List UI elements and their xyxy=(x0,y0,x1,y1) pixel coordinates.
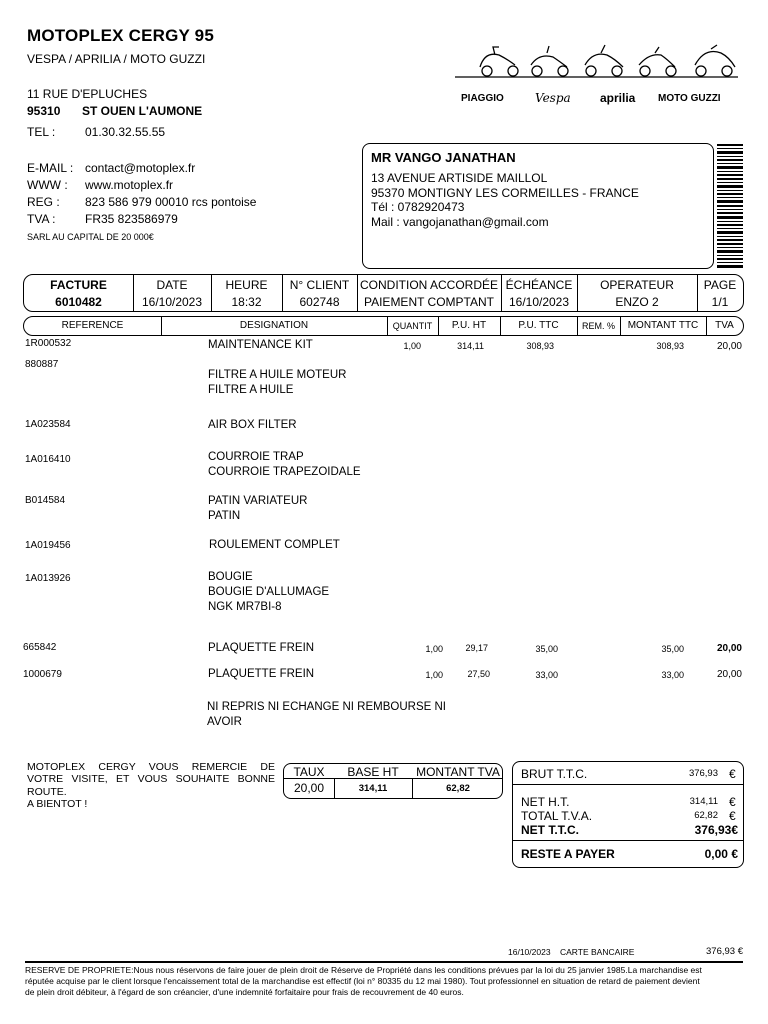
tva-base-label: BASE HT xyxy=(347,765,399,779)
reg-label: REG : xyxy=(27,195,60,209)
line-desc: FILTRE A HUILE MOTEUR xyxy=(208,369,347,381)
www-label: WWW : xyxy=(27,178,68,192)
col-tva: TVA xyxy=(715,320,734,331)
echeance-value: 16/10/2023 xyxy=(508,295,570,309)
line-qty: 1,00 xyxy=(403,341,421,351)
col-remise: REM. % xyxy=(581,321,615,331)
line-desc: BOUGIE D'ALLUMAGE xyxy=(208,586,330,598)
line-desc: AIR BOX FILTER xyxy=(208,419,297,431)
operateur-value: ENZO 2 xyxy=(615,295,659,309)
barcode xyxy=(717,144,743,270)
client-mail: Mail : vangojanathan@gmail.com xyxy=(371,215,549,229)
scooters-illustration-icon xyxy=(455,43,738,83)
col-pu-ttc: P.U. TTC xyxy=(518,320,559,331)
company-email: contact@motoplex.fr xyxy=(85,161,196,175)
echeance-label: ÉCHÉANCE xyxy=(505,278,573,292)
tva-montant: 62,82 xyxy=(446,783,470,794)
total-tva: 62,82 xyxy=(694,810,718,821)
page-label: PAGE xyxy=(703,278,737,292)
line-desc: FILTRE A HUILE xyxy=(208,384,294,396)
thanks-line: A BIENTOT ! xyxy=(27,798,88,810)
tva-summary-box xyxy=(283,763,503,799)
euro-sign: € xyxy=(729,795,736,809)
company-tel: 01.30.32.55.55 xyxy=(85,125,166,139)
col-designation: DESIGNATION xyxy=(239,320,309,331)
invoice-time: 18:32 xyxy=(231,295,262,309)
company-www: www.motoplex.fr xyxy=(85,178,174,192)
line-ref: 1R000532 xyxy=(25,338,72,349)
condition-value: PAIEMENT COMPTANT xyxy=(363,295,494,309)
line-desc: PATIN xyxy=(208,510,241,522)
thanks-line: ROUTE. xyxy=(27,786,67,798)
net-ttc-label: NET T.T.C. xyxy=(521,823,580,837)
line-desc: MAINTENANCE KIT xyxy=(208,339,313,351)
client-tel: Tél : 0782920473 xyxy=(371,200,465,214)
company-tva: FR35 823586979 xyxy=(85,212,178,226)
heure-label: HEURE xyxy=(225,278,268,292)
line-ref: 1A013926 xyxy=(25,573,71,584)
line-desc: PATIN VARIATEUR xyxy=(208,495,308,507)
line-ref: 1000679 xyxy=(23,669,62,680)
line-pu-ttc: 35,00 xyxy=(535,644,558,654)
invoice-header xyxy=(23,274,744,312)
company-brands: VESPA / APRILIA / MOTO GUZZI xyxy=(27,52,206,66)
client-address: 13 AVENUE ARTISIDE MAILLOL xyxy=(371,171,548,185)
line-pu-ht: 29,17 xyxy=(465,643,488,653)
line-tva: 20,00 xyxy=(716,341,742,352)
tel-label: TEL : xyxy=(27,125,56,139)
company-capital: SARL AU CAPITAL DE 20 000€ xyxy=(27,232,154,242)
line-items-header xyxy=(23,316,744,336)
invoice-date: 16/10/2023 xyxy=(141,295,203,309)
line-desc: BOUGIE xyxy=(208,571,253,583)
line-pu-ht: 27,50 xyxy=(467,669,490,679)
brut-ttc: 376,93 xyxy=(688,768,718,779)
date-label: DATE xyxy=(156,278,188,292)
line-ref: 1A016410 xyxy=(25,454,71,465)
line-desc: NGK MR7BI-8 xyxy=(208,601,282,613)
line-ref: B014584 xyxy=(25,495,66,506)
net-ttc: 376,93€ xyxy=(694,823,738,837)
line-pu-ttc: 308,93 xyxy=(526,341,554,351)
net-ht-label: NET H.T. xyxy=(521,795,570,809)
line-desc: PLAQUETTE FREIN xyxy=(208,642,315,654)
line-ref: 880887 xyxy=(25,359,59,370)
condition-label: CONDITION ACCORDÉE xyxy=(359,278,498,292)
company-postcode: 95310 xyxy=(27,104,61,118)
line-montant: 308,93 xyxy=(656,341,684,351)
facture-number: 6010482 xyxy=(55,295,102,309)
col-reference: REFERENCE xyxy=(61,320,124,331)
line-desc: PLAQUETTE FREIN xyxy=(208,668,315,680)
line-montant: 33,00 xyxy=(661,670,684,680)
facture-label: FACTURE xyxy=(50,278,107,292)
line-montant: 35,00 xyxy=(661,644,684,654)
moto-guzzi-logo: MOTO GUZZI xyxy=(658,93,721,104)
line-desc: COURROIE TRAP xyxy=(208,451,304,463)
line-pu-ttc: 33,00 xyxy=(535,670,558,680)
thanks-line: MOTOPLEX CERGY VOUS REMERCIE DE xyxy=(27,761,275,773)
payment-amount: 376,93 € xyxy=(706,946,743,957)
tva-label: TVA : xyxy=(27,212,56,226)
tva-taux: 20,00 xyxy=(293,781,325,795)
operateur-label: OPERATEUR xyxy=(600,278,674,292)
company-reg: 823 586 979 00010 rcs pontoise xyxy=(85,195,257,209)
col-quantity: QUANTIT xyxy=(392,321,433,331)
legal-line: de plein droit débiteur, à l'égard de son créancier, d'une indemnité forfaitaire pour frais de recouvrement de 40 euros. xyxy=(25,987,464,997)
tva-base: 314,11 xyxy=(358,783,388,794)
legal-line: réputée acquise par le client lorsque l'encaissement total de la marchandise est effectif (loi n° 80335 du 12 mai 1980). Tout professionnel en situation de retard de paiement devient xyxy=(25,976,700,986)
tva-montant-label: MONTANT TVA xyxy=(416,765,500,779)
company-name: MOTOPLEX CERGY 95 xyxy=(27,26,214,45)
line-qty: 1,00 xyxy=(425,670,443,680)
payment-date: 16/10/2023 xyxy=(508,947,551,957)
line-ref: 665842 xyxy=(23,642,57,653)
vespa-logo: Vespa xyxy=(535,91,571,105)
client-no: 602748 xyxy=(299,295,340,309)
aprilia-logo: aprilia xyxy=(600,91,636,105)
euro-sign: € xyxy=(729,809,736,823)
piaggio-logo: PIAGGIO xyxy=(461,93,504,104)
client-city: 95370 MONTIGNY LES CORMEILLES - FRANCE xyxy=(371,186,639,200)
tva-taux-label: TAUX xyxy=(293,765,325,779)
brut-ttc-label: BRUT T.T.C. xyxy=(521,767,588,781)
client-no-label: N° CLIENT xyxy=(289,278,350,292)
line-tva: 20,00 xyxy=(716,669,742,680)
col-pu-ht: P.U. HT xyxy=(451,320,487,331)
email-label: E-MAIL : xyxy=(27,161,74,175)
line-ref: 1A019456 xyxy=(25,540,71,551)
brand-logos xyxy=(455,43,738,115)
company-street: 11 RUE D'EPLUCHES xyxy=(27,87,148,101)
page-value: 1/1 xyxy=(711,295,729,309)
line-qty: 1,00 xyxy=(425,644,443,654)
client-name: MR VANGO JANATHAN xyxy=(371,150,516,165)
line-ref: 1A023584 xyxy=(25,419,71,430)
reste-label: RESTE A PAYER xyxy=(521,847,615,861)
line-tva: 20,00 xyxy=(716,643,742,654)
net-ht: 314,11 xyxy=(689,796,718,807)
thanks-line: VOTRE VISITE, ET VOUS SOUHAITE BONNE xyxy=(27,773,275,785)
line-desc: ROULEMENT COMPLET xyxy=(209,539,340,551)
euro-sign: € xyxy=(729,767,736,781)
company-city: ST OUEN L'AUMONE xyxy=(82,104,203,118)
notice-line: AVOIR xyxy=(207,716,242,728)
notice-line: NI REPRIS NI ECHANGE NI REMBOURSE NI xyxy=(207,701,446,713)
legal-line: RESERVE DE PROPRIETE:Nous nous réservons de faire jouer de plein droit de Réserve de Propriété dans les conditions prévues par la loi du 25 janvier 1985.La marchandise est xyxy=(25,965,702,975)
col-montant-ttc: MONTANT TTC xyxy=(627,320,699,331)
total-tva-label: TOTAL T.V.A. xyxy=(521,809,593,823)
line-pu-ht: 314,11 xyxy=(457,341,484,351)
line-desc: COURROIE TRAPEZOIDALE xyxy=(208,466,361,478)
reste-a-payer: 0,00 € xyxy=(704,847,738,861)
payment-method: CARTE BANCAIRE xyxy=(560,947,635,957)
